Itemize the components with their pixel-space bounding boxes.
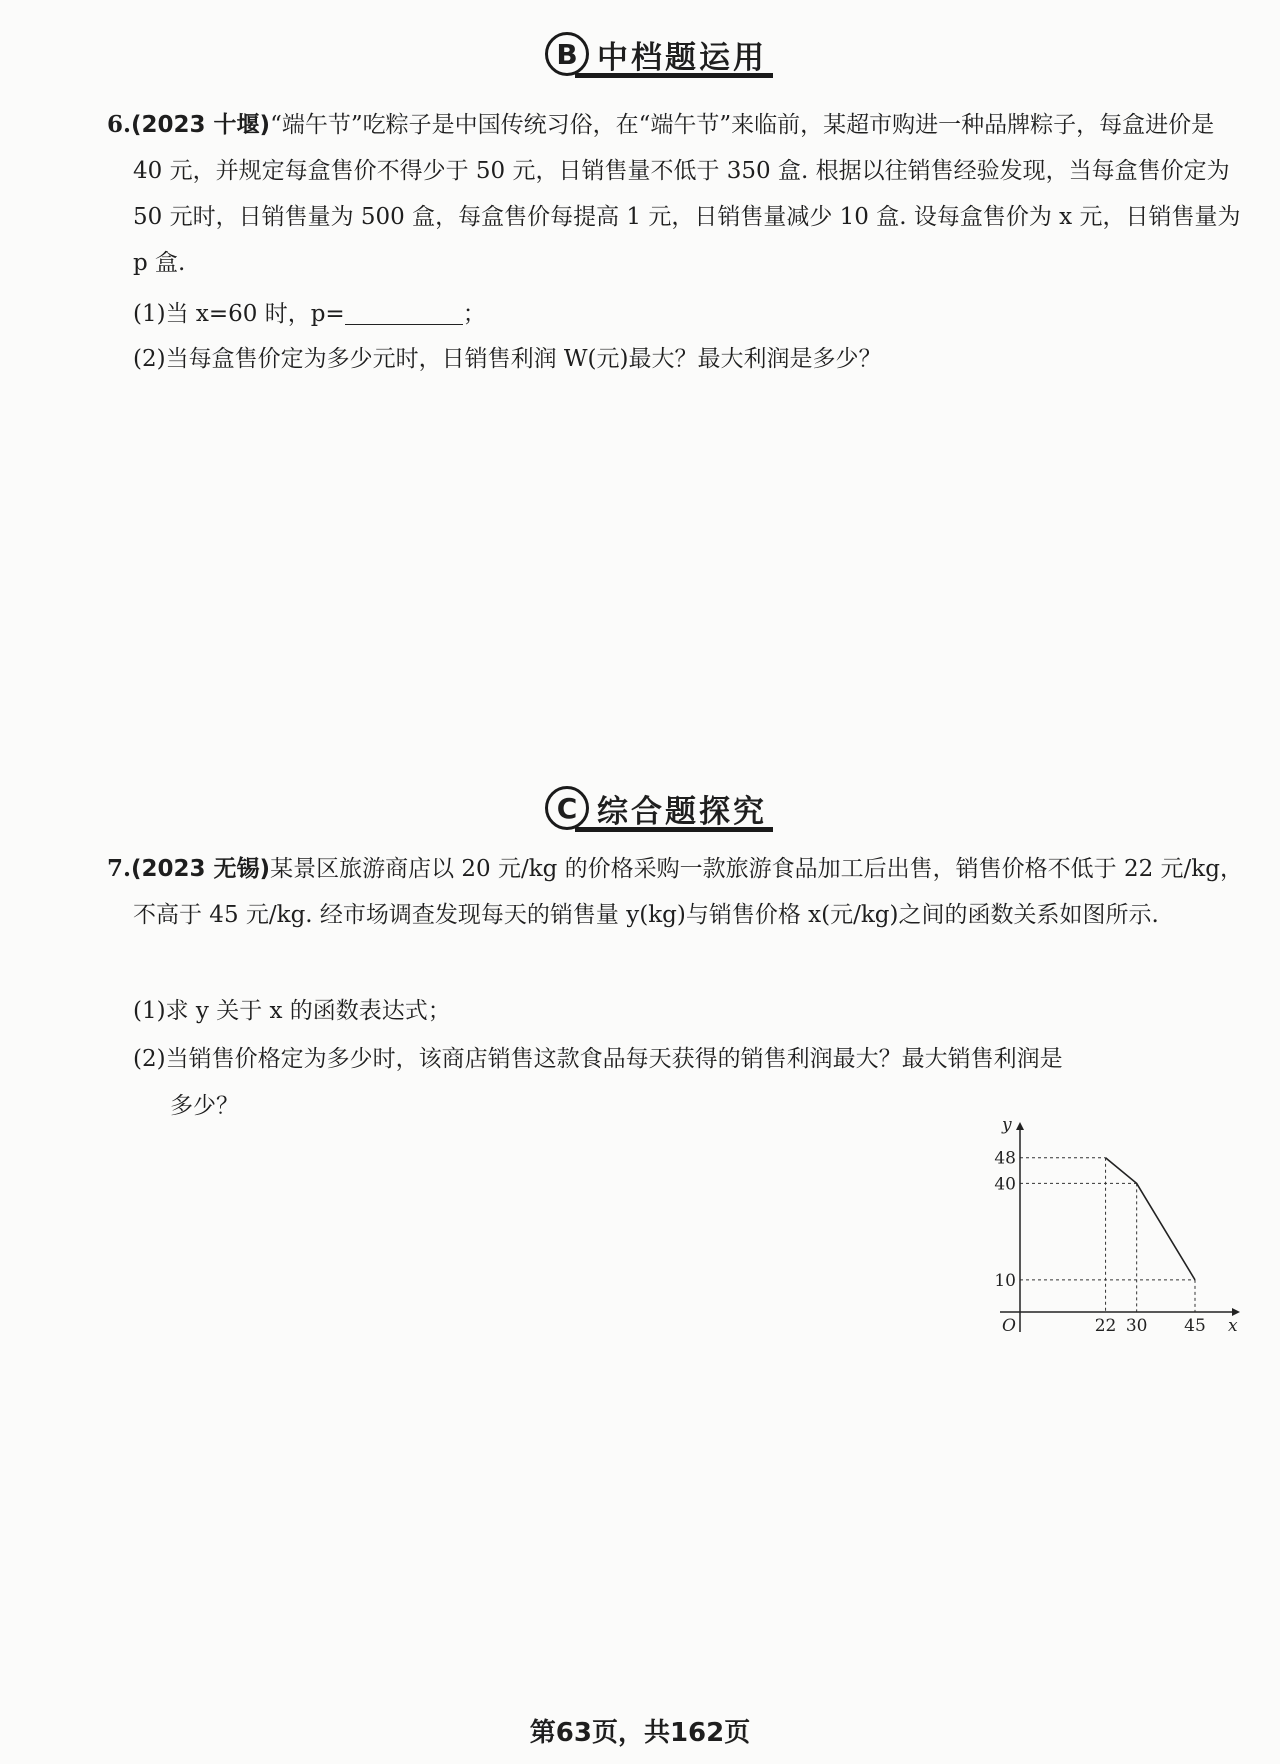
graph-origin-label: O [1002, 1316, 1016, 1336]
x-tick-label: 22 [1094, 1316, 1117, 1336]
x-tick-label: 45 [1184, 1316, 1206, 1336]
y-tick-label: 10 [994, 1270, 1016, 1291]
section-b-header [545, 28, 767, 80]
q6-part1-suffix: ； [462, 301, 486, 327]
q6-part1-prefix: (1)当 x=60 时，p= [133, 301, 345, 327]
graph-tick-labels [994, 1149, 1205, 1336]
q6-number: 6. [107, 111, 132, 138]
q7-part1: (1)求 y 关于 x 的函数表达式； [133, 998, 451, 1024]
q6-part2: (2)当每盒售价定为多少元时，日销售利润 W(元)最大？最大利润是多少？ [133, 346, 882, 372]
q7-body: 某景区旅游商店以 20 元/kg 的价格采购一款旅游食品加工后出售，销售价格不低于 22 元/kg，不高于 45 元/kg. 经市场调查发现每天的销售量 y(kg)与销售价格 x(元/kg)之间的函数关系如图所示. [133, 856, 1243, 928]
q7-part2a: (2)当销售价格定为多少时，该商店销售这款食品每天获得的销售利润最大？最大销售利润是 [133, 1046, 1063, 1072]
y-tick-label: 40 [994, 1174, 1016, 1195]
page-footer: 第63页，共162页 [529, 1718, 751, 1748]
y-tick-label: 48 [994, 1148, 1016, 1169]
section-c-header [545, 782, 767, 834]
x-tick-label: 30 [1125, 1316, 1148, 1336]
graph-y-axis-label: y [1002, 1115, 1012, 1135]
q6-body: “端午节”吃粽子是中国传统习俗，在“端午节”来临前，某超市购进一种品牌粽子，每盒进价是 40 元，并规定每盒售价不得少于 50 元，日销售量不低于 350 盒. 根据以往销售经验发现，当每盒售价定为 50 元时，日销售量为 500 盒，每盒售价每提高 1 元，日销售量减少 10 盒. 设每盒售价为 x 元，日销售量为 p 盒. [133, 112, 1241, 276]
q7-part2b: 多少？ [170, 1093, 239, 1119]
q6-statement [107, 102, 1243, 286]
graph-guide-lines [1020, 1158, 1195, 1312]
graph-x-axis-label: x [1228, 1316, 1238, 1336]
q6-source: (2023 十堰) [131, 112, 271, 138]
q7-source: (2023 无锡) [131, 856, 271, 882]
q7-graph [975, 1115, 1238, 1340]
q6-answer-blank[interactable] [345, 302, 463, 325]
section-c-title: 综合题探究 [597, 793, 767, 830]
section-b-letter: B [545, 32, 589, 76]
q6-part1 [133, 295, 486, 328]
q7-number: 7. [107, 855, 132, 882]
section-b-title: 中档题运用 [597, 39, 767, 76]
q7-statement [107, 846, 1243, 938]
graph-series-line [1106, 1158, 1195, 1280]
section-c-letter: C [545, 786, 589, 830]
